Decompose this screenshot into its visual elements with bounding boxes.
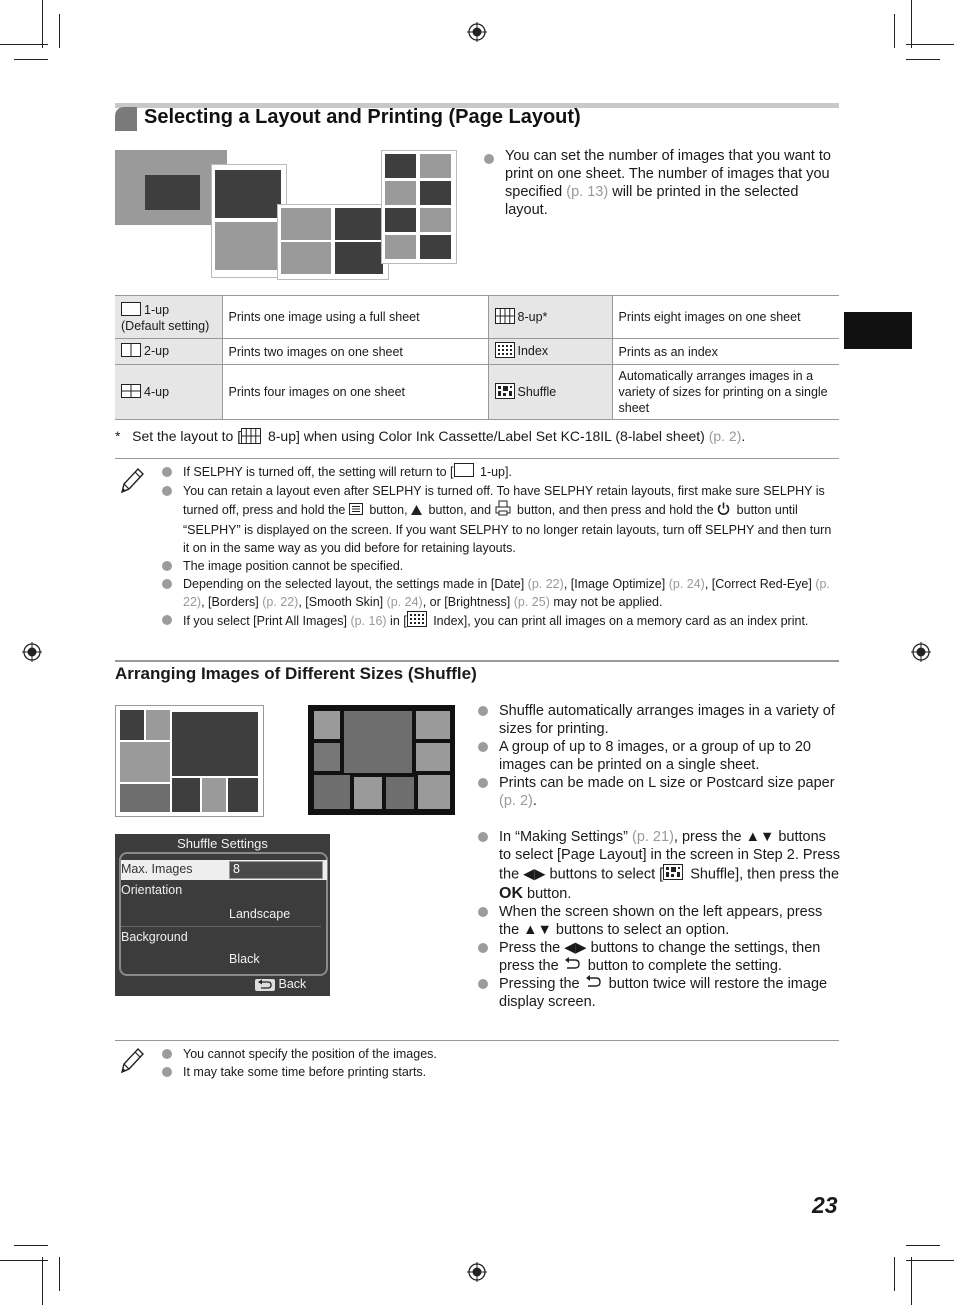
list-item: You can retain a layout even after SELPHY is turned off. To have SELPHY retain layouts, first make sure SELPHY is turned off, press and hold the button, button, and button, and then press and hold the button until “SELPHY” is displayed on the screen. If you want SELPHY to no longer retain layouts, turn off SELPHY and then turn it on in the same way as you did before for retaining layouts. — [160, 482, 840, 557]
shuffle-bullets — [478, 702, 840, 810]
crop-mark — [59, 1257, 60, 1291]
list-item: Pressing the button twice will restore the image display screen. — [478, 975, 840, 1011]
intro-bullet — [484, 151, 494, 169]
crop-mark — [906, 59, 940, 60]
table-row: 2-up Prints two images on one sheet Index Prints as an index — [115, 339, 839, 365]
section-divider — [115, 660, 839, 662]
crop-mark — [894, 14, 895, 48]
menu-button-icon — [349, 502, 363, 520]
crop-mark — [0, 44, 48, 45]
list-item: In “Making Settings” (p. 21), press the ▲▼ buttons to select [Page Layout] in the screen in Step 2. Press the ◀▶ buttons to select [ Shuffle], then press the OK button. — [478, 828, 840, 903]
crop-mark — [42, 1257, 43, 1305]
intro-text: You can set the number of images that you want to print on one sheet. The number of images that you specified (p. 13) will be printed in the selected layout. — [505, 148, 831, 218]
layout-2up-icon — [121, 343, 141, 360]
layout-8up-icon — [241, 428, 261, 447]
list-item: You cannot specify the position of the images. — [160, 1045, 840, 1063]
max-images-value: 8 — [233, 862, 240, 876]
registration-mark-icon — [467, 22, 487, 42]
layout-index-icon — [407, 611, 427, 632]
list-item: If you select [Print All Images] (p. 16) in [ Index], you can print all images on a memory card as an index print. — [160, 611, 840, 632]
crop-mark — [0, 1260, 48, 1261]
print-button-icon — [495, 500, 511, 521]
shuffle-steps — [478, 828, 840, 1011]
background-value: Black — [229, 952, 260, 966]
section-heading: Arranging Images of Different Sizes (Shuffle) — [115, 664, 477, 683]
background-label[interactable]: Background — [121, 930, 188, 944]
crop-mark — [14, 1245, 48, 1246]
list-item: The image position cannot be specified. — [160, 557, 840, 575]
layout-shuffle-icon — [495, 383, 515, 402]
notes-list — [160, 1045, 840, 1081]
layout-8up-icon — [495, 308, 515, 327]
notes-divider — [115, 458, 839, 459]
crop-mark — [42, 0, 43, 48]
return-icon — [255, 979, 275, 991]
return-icon — [584, 975, 602, 993]
chapter-tab — [844, 312, 912, 349]
list-item: When the screen shown on the left appears, press the ▲▼ buttons to select an option. — [478, 903, 840, 939]
table-row: 4-up Prints four images on one sheet Shuffle Automatically arranges images in a variety of sizes for printing on a single sheet — [115, 365, 839, 420]
layout-table — [115, 295, 839, 420]
list-item: It may take some time before printing starts. — [160, 1063, 840, 1081]
registration-mark-icon — [911, 642, 931, 662]
notes-list — [160, 463, 840, 632]
orientation-label[interactable]: Orientation — [121, 883, 183, 897]
notes-divider — [115, 1040, 839, 1041]
layout-shuffle-icon — [663, 864, 683, 885]
crop-mark — [894, 1257, 895, 1291]
return-icon — [563, 957, 581, 975]
list-item: Prints can be made on L size or Postcard size paper (p. 2). — [478, 774, 840, 810]
list-item: Depending on the selected layout, the settings made in [Date] (p. 22), [Image Optimize] (p. 24), [Correct Red-Eye] (p. 22), [Borders] (p. 22), [Smooth Skin] (p. 24), or [Brightness] (p. 25) may not be applied. — [160, 575, 840, 611]
crop-mark — [906, 1245, 940, 1246]
orientation-value: Landscape — [229, 907, 291, 921]
crop-mark — [14, 59, 48, 60]
layout-1up-icon — [121, 302, 141, 319]
memo-pencil-icon — [118, 1046, 144, 1076]
list-item: If SELPHY is turned off, the setting will return to [ 1-up]. — [160, 463, 840, 482]
list-item: Shuffle automatically arranges images in a variety of sizes for printing. — [478, 702, 840, 738]
crop-mark — [906, 44, 954, 45]
shuffle-sample-white-image — [115, 705, 264, 817]
list-item: Press the ◀▶ buttons to change the settings, then press the button to complete the setting. — [478, 939, 840, 975]
power-button-icon — [717, 502, 730, 520]
crop-mark — [911, 1257, 912, 1305]
crop-mark — [906, 1260, 954, 1261]
layout-samples-image — [115, 150, 455, 278]
layout-4up-icon — [121, 384, 141, 401]
back-button[interactable]: Back — [255, 977, 306, 991]
crop-mark — [911, 0, 912, 48]
registration-mark-icon — [467, 1262, 487, 1282]
list-item: A group of up to 8 images, or a group of up to 20 images can be printed on a single sheet. — [478, 738, 840, 774]
memo-pencil-icon — [118, 466, 144, 496]
crop-mark — [59, 14, 60, 48]
table-row: 1-up (Default setting) Prints one image using a full sheet 8-up* Prints eight images on one sheet — [115, 296, 839, 339]
ok-button-label: OK — [499, 885, 523, 902]
up-arrow-icon — [411, 502, 422, 520]
page-number: 23 — [812, 1192, 838, 1218]
screen-title: Shuffle Settings — [177, 836, 268, 851]
footnote: * Set the layout to [ 8-up] when using Color Ink Cassette/Label Set KC-18IL (8-label sheet) (p. 2). — [115, 428, 839, 447]
layout-index-icon — [495, 342, 515, 361]
shuffle-sample-black-image — [308, 705, 455, 815]
title-marker-icon — [115, 107, 137, 131]
layout-1up-icon — [454, 463, 474, 482]
max-images-row[interactable]: Max. Images 8 — [121, 860, 327, 880]
page-title: Selecting a Layout and Printing (Page Layout) — [144, 106, 581, 128]
shuffle-settings-screen — [115, 834, 330, 996]
registration-mark-icon — [22, 642, 42, 662]
